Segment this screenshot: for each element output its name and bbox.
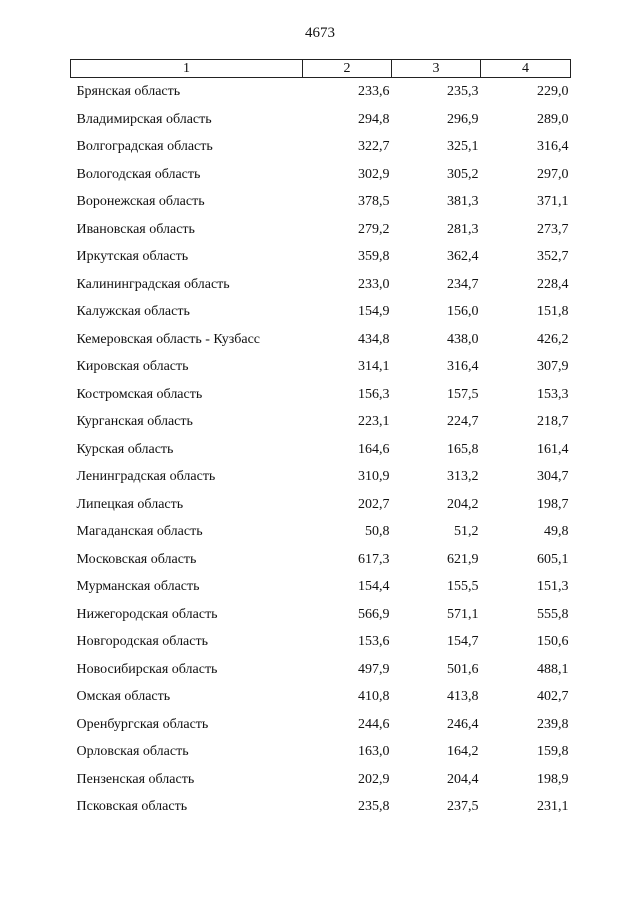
value-cell-col-4: 151,3 bbox=[537, 579, 569, 594]
value-cell-col-2: 322,7 bbox=[358, 139, 390, 154]
table-header bbox=[71, 60, 571, 78]
column-header-4: 4 bbox=[481, 60, 571, 78]
value-cell-col-3: 155,5 bbox=[447, 579, 479, 594]
region-name-cell: Костромская область bbox=[76, 386, 203, 402]
table-row bbox=[71, 78, 571, 106]
value-cell-col-2: 233,0 bbox=[358, 276, 390, 292]
table-row bbox=[71, 793, 571, 821]
value-cell-col-2: 566,9 bbox=[358, 606, 390, 622]
table-row bbox=[71, 271, 571, 299]
table-body bbox=[71, 78, 571, 821]
value-cell-col-2: 279,2 bbox=[358, 221, 390, 237]
value-cell-col-3: 313,2 bbox=[447, 469, 479, 484]
value-cell-col-3: 154,7 bbox=[447, 634, 479, 649]
value-cell-col-2: 314,1 bbox=[358, 359, 390, 374]
value-cell-col-4: 49,8 bbox=[544, 524, 569, 539]
value-cell-col-4: 402,7 bbox=[537, 689, 569, 704]
table-row bbox=[71, 628, 571, 656]
value-cell-col-4: 159,8 bbox=[537, 744, 569, 759]
table-row bbox=[71, 463, 571, 491]
value-cell-col-2: 410,8 bbox=[358, 689, 390, 704]
value-cell-col-2: 202,9 bbox=[358, 771, 390, 787]
region-values-table bbox=[70, 59, 571, 821]
value-cell-col-2: 233,6 bbox=[358, 84, 390, 99]
value-cell-col-3: 165,8 bbox=[447, 441, 479, 457]
region-name-cell: Ивановская область bbox=[76, 221, 195, 237]
value-cell-col-3: 281,3 bbox=[447, 221, 479, 237]
value-cell-col-2: 497,9 bbox=[358, 661, 390, 677]
table-row bbox=[71, 436, 571, 464]
value-cell-col-3: 296,9 bbox=[447, 111, 479, 127]
value-cell-col-4: 151,8 bbox=[537, 304, 569, 319]
region-name-cell: Владимирская область bbox=[76, 111, 212, 127]
column-header-3: 3 bbox=[392, 60, 481, 78]
value-cell-col-3: 501,6 bbox=[447, 661, 479, 677]
value-cell-col-2: 302,9 bbox=[358, 166, 390, 182]
value-cell-col-2: 378,5 bbox=[358, 194, 390, 209]
region-name-cell: Мурманская область bbox=[76, 579, 200, 594]
region-name-cell: Магаданская область bbox=[76, 524, 203, 539]
column-header-2: 2 bbox=[303, 60, 392, 78]
value-cell-col-4: 228,4 bbox=[537, 276, 569, 292]
table-row bbox=[71, 298, 571, 326]
region-name-cell: Иркутская область bbox=[76, 249, 189, 264]
value-cell-col-2: 617,3 bbox=[358, 551, 390, 567]
region-name-cell: Пензенская область bbox=[76, 771, 195, 787]
region-name-cell: Воронежская область bbox=[76, 194, 205, 209]
value-cell-col-2: 310,9 bbox=[358, 469, 390, 484]
value-cell-col-3: 316,4 bbox=[447, 359, 479, 374]
table-row bbox=[71, 161, 571, 189]
region-name-cell: Кировская область bbox=[76, 359, 189, 374]
value-cell-col-3: 381,3 bbox=[447, 194, 479, 209]
value-cell-col-3: 204,2 bbox=[447, 496, 479, 512]
value-cell-col-4: 198,9 bbox=[537, 771, 569, 787]
region-name-cell: Оренбургская область bbox=[76, 716, 209, 732]
table-row bbox=[71, 216, 571, 244]
value-cell-col-2: 434,8 bbox=[358, 331, 390, 347]
value-cell-col-3: 438,0 bbox=[447, 331, 479, 347]
value-cell-col-4: 426,2 bbox=[537, 331, 569, 347]
value-cell-col-3: 224,7 bbox=[447, 414, 479, 429]
value-cell-col-4: 307,9 bbox=[537, 359, 569, 374]
value-cell-col-3: 325,1 bbox=[447, 139, 479, 154]
value-cell-col-2: 223,1 bbox=[358, 414, 390, 429]
value-cell-col-4: 371,1 bbox=[537, 194, 569, 209]
region-name-cell: Волгоградская область bbox=[76, 139, 213, 154]
value-cell-col-2: 294,8 bbox=[358, 111, 390, 127]
table-row bbox=[71, 491, 571, 519]
value-cell-col-4: 150,6 bbox=[537, 634, 569, 649]
table-row bbox=[71, 546, 571, 574]
value-cell-col-3: 51,2 bbox=[454, 524, 479, 539]
value-cell-col-3: 235,3 bbox=[447, 84, 479, 99]
value-cell-col-4: 352,7 bbox=[537, 249, 569, 264]
table-row bbox=[71, 353, 571, 381]
value-cell-col-3: 156,0 bbox=[447, 304, 479, 319]
table-row bbox=[71, 656, 571, 684]
value-cell-col-2: 153,6 bbox=[358, 634, 390, 649]
value-cell-col-2: 235,8 bbox=[358, 799, 390, 814]
table-row bbox=[71, 381, 571, 409]
table-row bbox=[71, 408, 571, 436]
table-row bbox=[71, 326, 571, 354]
value-cell-col-3: 362,4 bbox=[447, 249, 479, 264]
table-row bbox=[71, 601, 571, 629]
region-name-cell: Московская область bbox=[76, 551, 197, 567]
value-cell-col-4: 316,4 bbox=[537, 139, 569, 154]
region-name-cell: Нижегородская область bbox=[76, 606, 218, 622]
region-name-cell: Орловская область bbox=[76, 744, 189, 759]
table-row bbox=[71, 766, 571, 794]
value-cell-col-3: 204,4 bbox=[447, 771, 479, 787]
table-row bbox=[71, 106, 571, 134]
value-cell-col-3: 246,4 bbox=[447, 716, 479, 732]
value-cell-col-3: 305,2 bbox=[447, 166, 479, 182]
value-cell-col-3: 237,5 bbox=[447, 799, 479, 814]
value-cell-col-4: 289,0 bbox=[537, 111, 569, 127]
value-cell-col-4: 297,0 bbox=[537, 166, 569, 182]
value-cell-col-4: 231,1 bbox=[537, 799, 569, 814]
column-header-1: 1 bbox=[71, 60, 303, 78]
page-number: 4673 bbox=[305, 25, 335, 41]
value-cell-col-4: 239,8 bbox=[537, 716, 569, 732]
region-name-cell: Калининградская область bbox=[76, 276, 230, 292]
region-name-cell: Кемеровская область - Кузбасс bbox=[76, 331, 261, 347]
table-row bbox=[71, 738, 571, 766]
value-cell-col-4: 161,4 bbox=[537, 441, 569, 457]
table-row bbox=[71, 518, 571, 546]
region-name-cell: Омская область bbox=[76, 689, 171, 704]
region-name-cell: Липецкая область bbox=[76, 496, 184, 512]
table-row bbox=[71, 711, 571, 739]
header-row bbox=[71, 60, 571, 78]
value-cell-col-3: 571,1 bbox=[447, 606, 479, 622]
table-row bbox=[71, 243, 571, 271]
value-cell-col-4: 555,8 bbox=[537, 606, 569, 622]
value-cell-col-3: 234,7 bbox=[447, 276, 479, 292]
region-name-cell: Калужская область bbox=[76, 304, 190, 319]
region-name-cell: Курганская область bbox=[76, 414, 193, 429]
value-cell-col-4: 488,1 bbox=[537, 661, 569, 677]
table-row bbox=[71, 133, 571, 161]
value-cell-col-2: 156,3 bbox=[358, 386, 390, 402]
value-cell-col-2: 244,6 bbox=[358, 716, 390, 732]
region-name-cell: Курская область bbox=[76, 441, 174, 457]
region-name-cell: Псковская область bbox=[76, 799, 188, 814]
value-cell-col-3: 621,9 bbox=[447, 551, 479, 567]
value-cell-col-4: 273,7 bbox=[537, 221, 569, 237]
value-cell-col-4: 304,7 bbox=[537, 469, 569, 484]
value-cell-col-2: 163,0 bbox=[358, 744, 390, 759]
region-name-cell: Ленинградская область bbox=[76, 469, 216, 484]
table-row bbox=[71, 683, 571, 711]
value-cell-col-4: 198,7 bbox=[537, 496, 569, 512]
value-cell-col-4: 218,7 bbox=[537, 414, 569, 429]
table-row bbox=[71, 188, 571, 216]
value-cell-col-3: 413,8 bbox=[447, 689, 479, 704]
value-cell-col-2: 154,4 bbox=[358, 579, 390, 594]
value-cell-col-2: 50,8 bbox=[365, 524, 390, 539]
region-name-cell: Новосибирская область bbox=[76, 661, 218, 677]
value-cell-col-4: 605,1 bbox=[537, 551, 569, 567]
value-cell-col-2: 164,6 bbox=[358, 441, 390, 457]
region-name-cell: Новгородская область bbox=[76, 634, 208, 649]
value-cell-col-2: 202,7 bbox=[358, 496, 390, 512]
value-cell-col-3: 164,2 bbox=[447, 744, 479, 759]
table-row bbox=[71, 573, 571, 601]
value-cell-col-2: 359,8 bbox=[358, 249, 390, 264]
region-name-cell: Брянская область bbox=[76, 84, 181, 99]
value-cell-col-4: 153,3 bbox=[537, 386, 569, 402]
region-name-cell: Вологодская область bbox=[76, 166, 201, 182]
value-cell-col-4: 229,0 bbox=[537, 84, 569, 99]
value-cell-col-3: 157,5 bbox=[447, 386, 479, 402]
value-cell-col-2: 154,9 bbox=[358, 304, 390, 319]
